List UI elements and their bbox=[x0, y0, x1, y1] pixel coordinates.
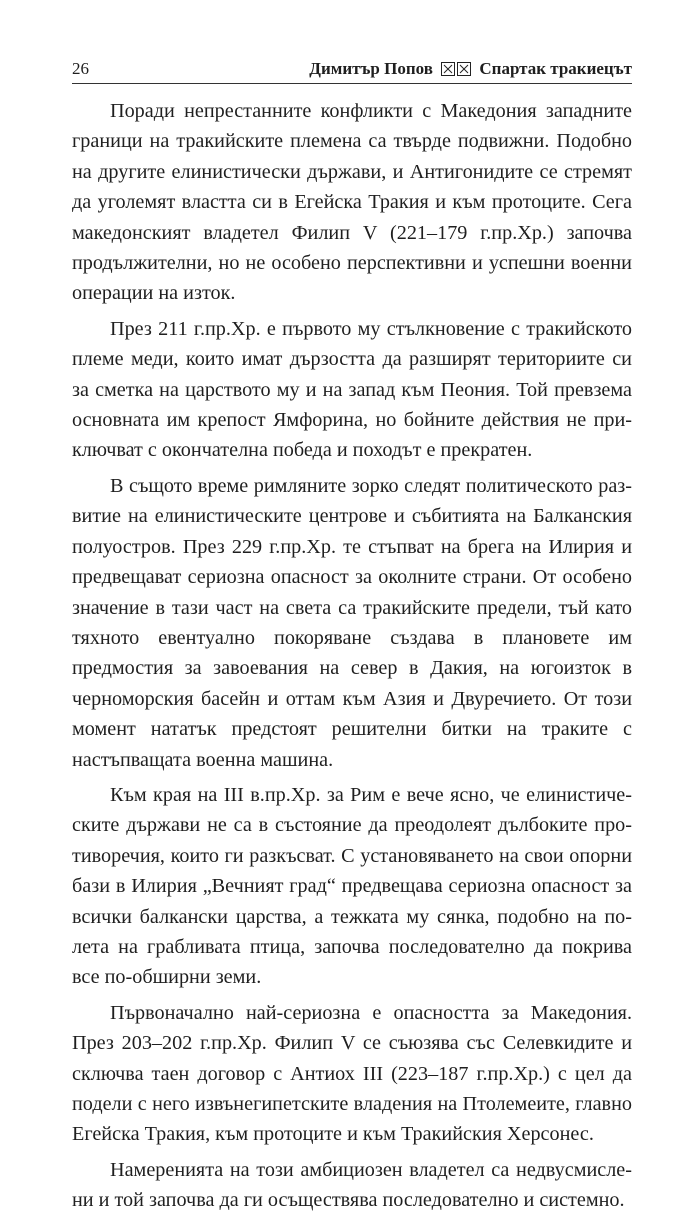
paragraph-6: Намеренията на този амбициозен владетел са недвусмислени и той започва да ги осъществява последователно и системно. bbox=[72, 1158, 632, 1212]
paragraph-2: През 211 г.пр.Хр. е първото му стълкновение с тракийското племе меди, които имат дързостта да разширят териториите си за сметка на царството му и на запад към Пеония. Той превзема основната им крепост Ямфорина, но бойните действия не приключват с окончателна победа и походът е прекратен. bbox=[72, 317, 632, 462]
page-number: 26 bbox=[72, 59, 89, 78]
header-title-group bbox=[309, 58, 632, 82]
header-rule bbox=[72, 83, 632, 84]
paragraph-5: Първоначално най-сериозна е опасността за Македония. През 203–202 г.пр.Хр. Филип V се съюзява със Селевкидите и сключва таен договор с Антиох III (223–187 г.пр.Хр.) с цел да подели с него извънегипетските владения на Птолемеите, главно Егейска Тракия, към протоците и към Тракийския Херсонес. bbox=[72, 1001, 632, 1146]
body-text bbox=[72, 96, 632, 1221]
book-title: Спартак тракиецът bbox=[479, 59, 632, 78]
paragraph-4: Към края на III в.пр.Хр. за Рим е вече ясно, че елинистическите държави не са в състояние да преодолеят дълбоките противоречия, които ги разкъсват. С установяването на свои опорни бази в Илирия „Вечният град“ предвещава сериозна опасност за всички балкански царства, а тежката му сянка, подобно на полета на грабливата птица, започва последователно да покрива все по-обширни земи. bbox=[72, 783, 632, 989]
author-name: Димитър Попов bbox=[309, 59, 433, 78]
paragraph-1: Поради непрестанните конфликти с Македония западните граници на тракийските племена са твърде подвижни. Подобно на другите елинистически държави, и Антигонидите се стремят да уголемят властта си в Егейска Тракия и към протоците. Сега македонският владетел Филип V (221–179 г.пр.Хр.) започва продължителни, но не особено перспективни и успешни военни операции на изток. bbox=[72, 100, 632, 305]
running-header bbox=[72, 58, 632, 84]
paragraph-3: В същото време римляните зорко следят политическото развитие на елинистическите центрове и събитията на Балканския полуостров. През 229 г.пр.Хр. те стъпват на брега на Илирия и предвещават сериозна опасност за околните страни. От особено значение в тази част на света са тракийските предели, тъй като тяхното евентуално покоряване създава в плановете им предмостия за завоевания на север в Дакия, на югоизток в черноморския басейн и оттам към Азия и Двуречието. От този момент нататък предстоят решителни битки на траките с настъпващата военна машина. bbox=[72, 474, 632, 771]
ornament-icon bbox=[441, 60, 471, 82]
